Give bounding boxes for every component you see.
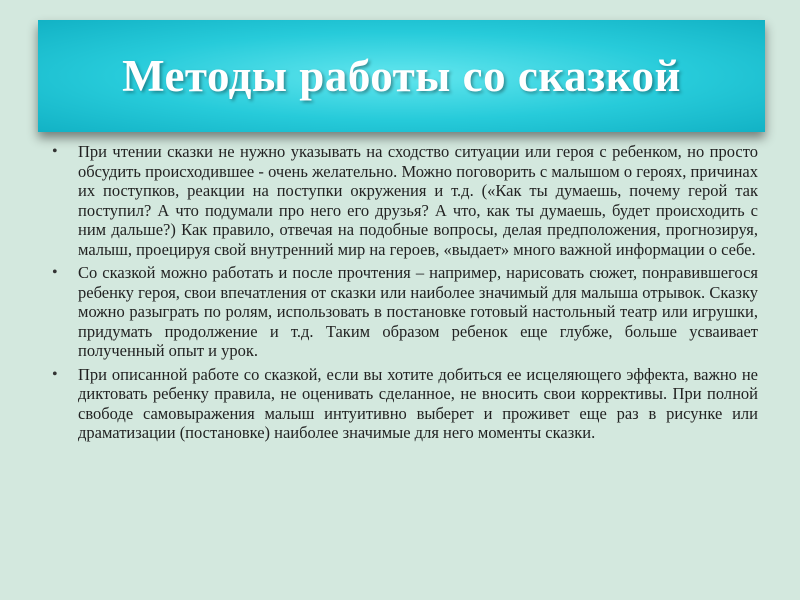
bullet-text: При описанной работе со сказкой, если вы хотите добиться ее исцеляющего эффекта, важно не диктовать ребенку правила, не оценивать сделанное, не вносить свои коррективы. При полной свободе самовыражения малыш интуитивно выберет и проживет еще раз в рисунке или драматизации (постановке) наиболее значимые для него моменты сказки. <box>78 364 758 442</box>
slide-title: Методы работы со сказкой <box>122 51 681 101</box>
bullet-icon: • <box>52 264 58 281</box>
bullet-text: При чтении сказки не нужно указывать на сходство ситуации или героя с ребенком, но просто обсудить происходившее - очень желательно. Можно поговорить с малышом о героях, причинах их поступков, реакции на поступки окружения и т.д. («Как ты думаешь, почему герой так поступил? А что подумали про него его друзья? А что, как ты думаешь, будет происходить с ним дальше?) Как правило, отвечая на подобные вопросы, делая предположения, прогнозируя, малыш, проецируя свой внутренний мир на героев, «выдает» много важной информации о себе. <box>78 142 758 259</box>
bullet-list <box>48 142 758 447</box>
bullet-item <box>48 365 758 443</box>
bullet-item <box>48 263 758 361</box>
bullet-icon: • <box>52 143 58 160</box>
bullet-text: Со сказкой можно работать и после прочтения – например, нарисовать сюжет, понравившегося ребенку героя, свои впечатления от сказки или наиболее значимый для малыша отрывок. Сказку можно разыграть по ролям, использовать в постановке готовый настольный театр или игрушки, придумать продолжение и т.д. Таким образом ребенок еще глубже, больше усваивает полученный опыт и урок. <box>78 263 758 360</box>
bullet-item <box>48 142 758 259</box>
bullet-icon: • <box>52 365 58 383</box>
title-banner <box>38 20 765 132</box>
